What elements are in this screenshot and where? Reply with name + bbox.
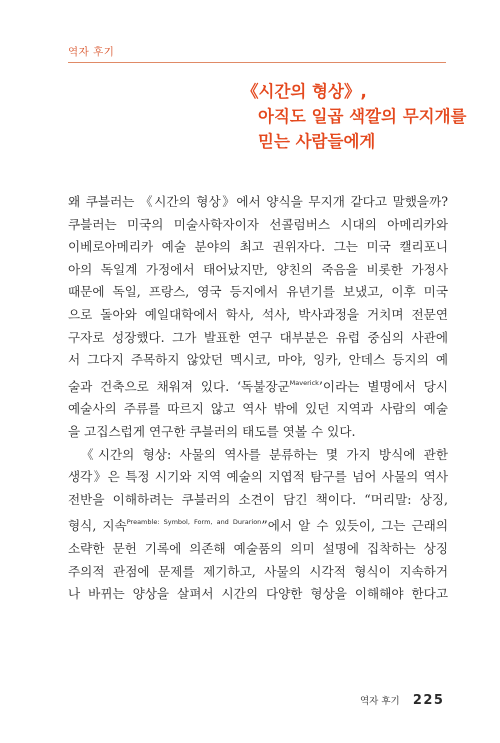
text-line: 주의적 관점에 문제를 제기하고, 사물의 시각적 형식이 지속하거 [68,563,448,579]
text-line: 을 고집스럽게 연구한 쿠블러의 태도를 엿볼 수 있다. [68,423,356,439]
text-segment: 형식, 지속 [68,518,127,534]
text-line [68,372,448,399]
text-line: 왜 쿠블러는 《시간의 형상》에서 양식을 무지개 같다고 말했을까? [68,194,448,209]
text-segment: 술과 건축으로 채워져 있다. ‘독불장군 [68,378,290,394]
footnote-gloss: Preamble: Symbol, Form, and Durarion [126,518,262,527]
page-number: 225 [412,693,445,708]
text-line: 때문에 독일, 프랑스, 영국 등지에서 유년기를 보냈고, 이후 미국 [68,284,448,300]
footer-label: 역자 후기 [360,696,400,707]
paragraph-2 [68,444,448,606]
text-segment: ”에서 알 수 있듯이, 그는 근래의 [261,518,449,534]
text-line: 생각》은 특정 시기와 지역 예술의 지엽적 탐구를 넘어 사물의 역사 [68,469,448,485]
text-line: 쿠블러는 미국의 미술사학자이자 선콜럼버스 시대의 아메리카와 [68,216,448,232]
running-head: 역자 후기 [68,46,115,58]
body-text [68,191,448,606]
text-line: 《시간의 형상: 사물의 역사를 분류하는 몇 가지 방식에 관한 [81,446,448,462]
text-line [68,511,448,538]
page-footer [360,689,444,708]
title-line-1: 《시간의 형상》, [242,82,367,101]
text-segment: ’이라는 별명에서 당시 [318,378,448,394]
title-line-2: 아직도 일곱 색깔의 무지개를 [258,107,467,126]
footnote-gloss: Maverick [289,378,319,387]
text-line: 전반을 이해하려는 쿠블러의 소견이 담긴 책이다. “머리말: 상징, [68,491,448,507]
text-line: 예술사의 주류를 따르지 않고 역사 밖에 있던 지역과 사람의 예술 [68,401,448,417]
text-line: 나 바뀌는 양상을 살펴서 시간의 다양한 형상을 이해해야 한다고 [68,586,448,602]
text-line: 으로 돌아와 예일대학에서 학사, 석사, 박사과정을 거치며 전문연 [68,306,448,322]
title-line-3: 믿는 사람들에게 [258,132,376,151]
paragraph-1 [68,191,448,444]
text-line: 소략한 문헌 기록에 의존해 예술품의 의미 설명에 집착하는 상징 [68,540,448,556]
text-line: 서 그다지 주목하지 않았던 멕시코, 마야, 잉카, 안데스 등지의 예 [68,352,448,368]
text-line: 아의 독일계 가정에서 태어났지만, 양친의 죽음을 비롯한 가정사 [68,261,448,277]
chapter-title [243,79,467,154]
text-line: 이베로아메리카 예술 분야의 최고 권위자다. 그는 미국 캘리포니 [68,239,448,255]
text-line: 구자로 성장했다. 그가 발표한 연구 대부분은 유럽 중심의 사관에 [68,329,448,345]
header-rule [68,62,446,63]
